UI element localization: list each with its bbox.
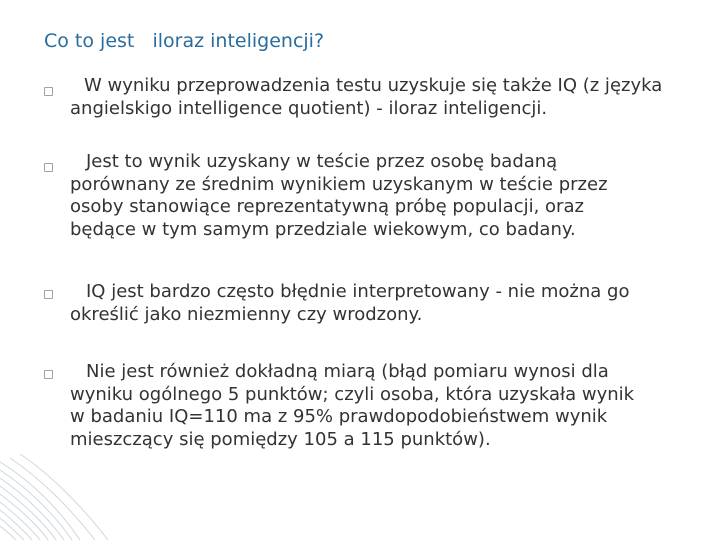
corner-decoration (0, 440, 110, 540)
bullet-marker-icon (44, 163, 53, 172)
bullet-item: IQ jest bardzo często błędnie interpretowany - nie można go określić jako niezmienny czy wrodzony. (70, 281, 630, 325)
bullet-marker-icon (44, 370, 53, 379)
slide-title: Co to jest iloraz inteligencji? (44, 30, 325, 52)
bullet-item: Jest to wynik uzyskany w teście przez osobę badaną porównany ze średnim wynikiem uzyskanym w teście przez osoby stanowiące reprezentatywną próbę populacji, oraz będące w tym samym przedziale wiekowym, co badany. (70, 151, 608, 240)
bullet-marker-icon (44, 290, 53, 299)
bullet-item: W wyniku przeprowadzenia testu uzyskuje się także IQ (z języka angielskigo intelligence quotient) - iloraz inteligencji. (70, 75, 663, 119)
bullet-item: Nie jest również dokładną miarą (błąd pomiaru wynosi dla wyniku ogólnego 5 punktów; czyli osoba, która uzyskała wynik w badaniu IQ=110 ma z 95% prawdopodobieństwem wynik mieszczący się pomiędzy 105 a 115 punktów). (70, 361, 635, 450)
bullet-marker-icon (44, 87, 53, 96)
